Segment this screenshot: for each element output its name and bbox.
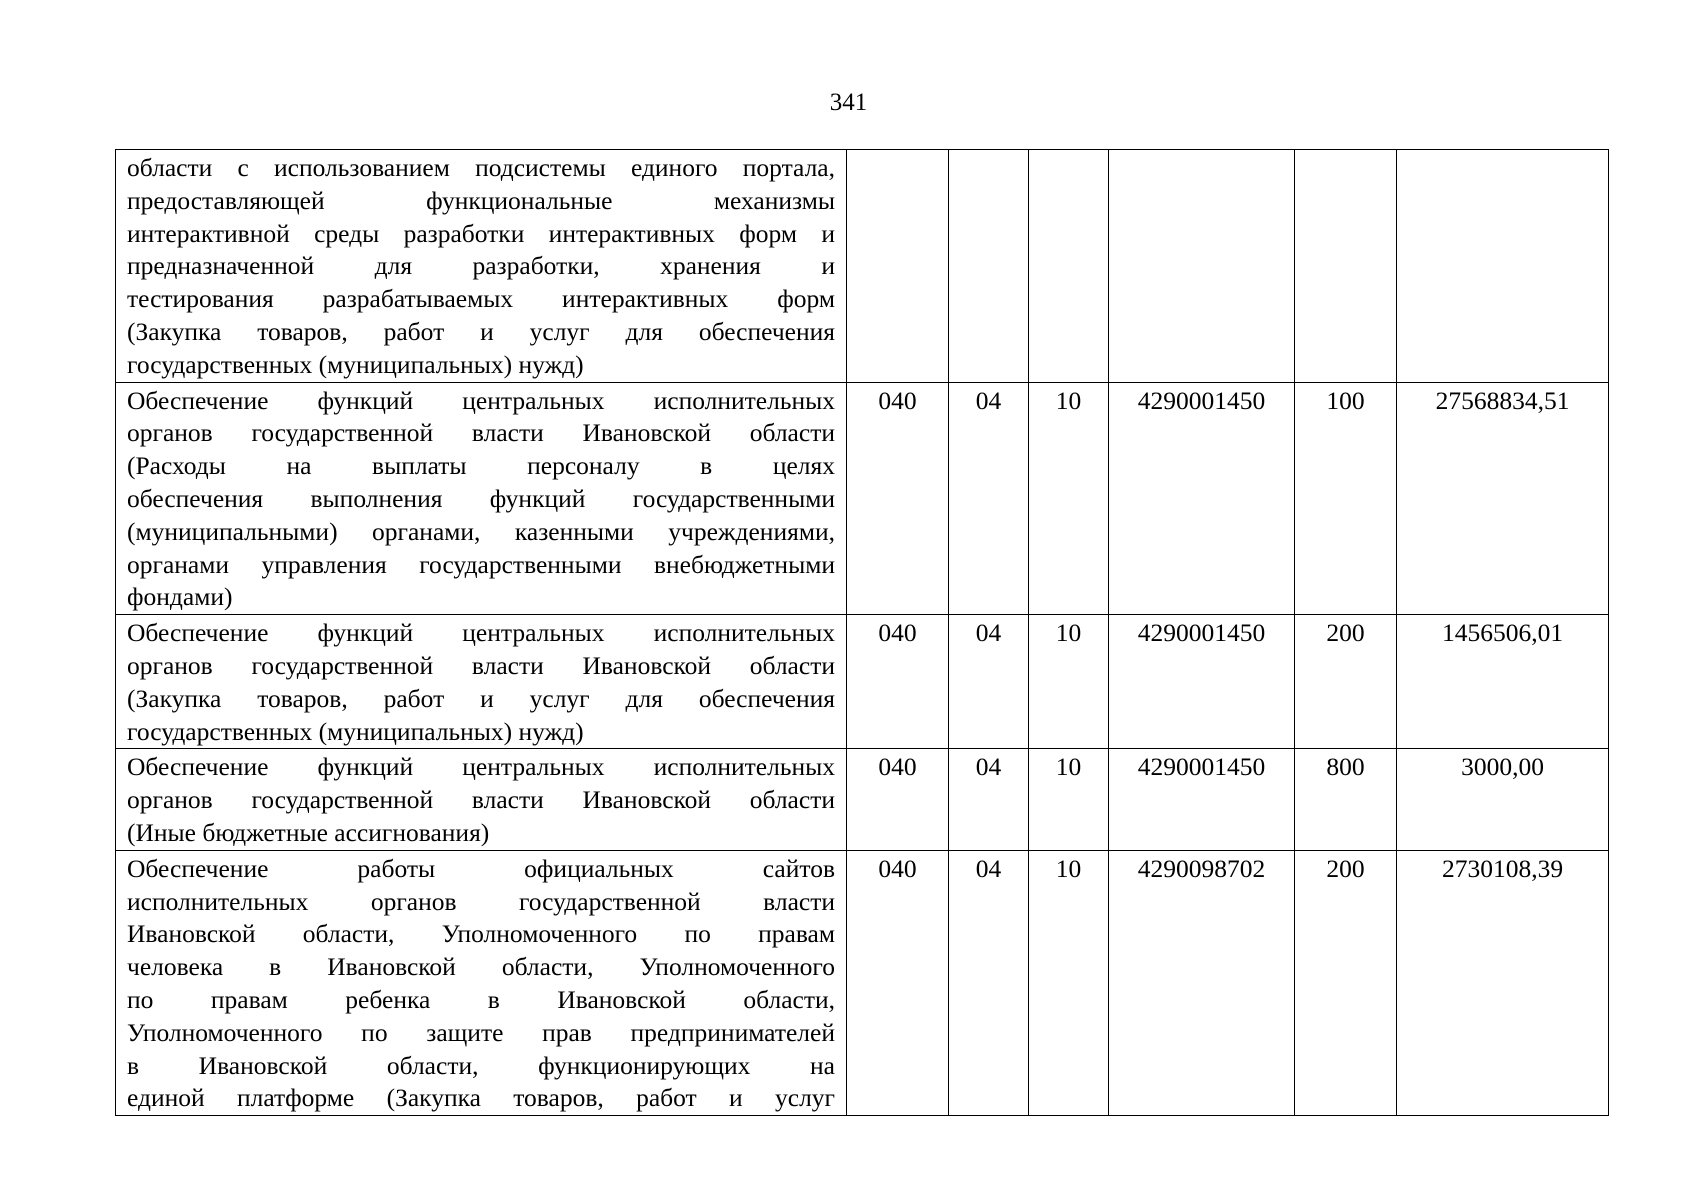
description-line: интерактивной среды разработки интерактивных форм и bbox=[127, 218, 835, 248]
ministry-code: 040 bbox=[847, 749, 949, 850]
expense-type-code: 200 bbox=[1295, 615, 1397, 749]
ministry-code: 040 bbox=[847, 850, 949, 1115]
description-line: Обеспечение функций центральных исполнительных bbox=[127, 385, 835, 415]
ministry-code: 040 bbox=[847, 615, 949, 749]
target-code: 4290001450 bbox=[1109, 382, 1295, 615]
table-row bbox=[116, 382, 1609, 615]
subsection-code: 10 bbox=[1029, 850, 1109, 1115]
description-line: государственных (муниципальных) нужд) bbox=[127, 349, 584, 379]
section-code bbox=[949, 150, 1029, 383]
description-line: Обеспечение работы официальных сайтов bbox=[127, 853, 835, 883]
description-line: Обеспечение функций центральных исполнительных bbox=[127, 618, 835, 648]
description-line: Уполномоченного по защите прав предпринимателей bbox=[127, 1017, 835, 1047]
row-description bbox=[116, 150, 847, 383]
description-line: органами управления государственными внебюджетными bbox=[127, 549, 835, 579]
expense-type-code: 800 bbox=[1295, 749, 1397, 850]
row-description bbox=[116, 850, 847, 1115]
description-line: фондами) bbox=[127, 582, 233, 612]
table-row bbox=[116, 150, 1609, 383]
ministry-code bbox=[847, 150, 949, 383]
page-number: 341 bbox=[829, 89, 868, 116]
description-line: человека в Ивановской области, Уполномоченного bbox=[127, 952, 835, 982]
description-line: (Закупка товаров, работ и услуг для обеспечения bbox=[127, 683, 835, 713]
description-line: тестирования разрабатываемых интерактивных форм bbox=[127, 284, 835, 314]
section-code: 04 bbox=[949, 850, 1029, 1115]
subsection-code bbox=[1029, 150, 1109, 383]
description-line: по правам ребенка в Ивановской области, bbox=[127, 984, 835, 1014]
target-code: 4290001450 bbox=[1109, 615, 1295, 749]
description-line: области с использованием подсистемы единого портала, bbox=[127, 153, 835, 182]
row-description bbox=[116, 615, 847, 749]
amount: 27568834,51 bbox=[1397, 382, 1609, 615]
description-line: (Расходы на выплаты персоналу в целях bbox=[127, 451, 835, 481]
description-line: (муниципальными) органами, казенными учреждениями, bbox=[127, 516, 835, 546]
section-code: 04 bbox=[949, 615, 1029, 749]
description-line: органов государственной власти Ивановской области bbox=[127, 785, 835, 815]
description-line: единой платформе (Закупка товаров, работ и услуг bbox=[127, 1083, 835, 1113]
description-line: в Ивановской области, функционирующих на bbox=[127, 1050, 835, 1080]
expense-type-code: 200 bbox=[1295, 850, 1397, 1115]
expense-type-code bbox=[1295, 150, 1397, 383]
description-line: Ивановской области, Уполномоченного по правам bbox=[127, 919, 835, 949]
description-line: обеспечения выполнения функций государственными bbox=[127, 483, 835, 513]
ministry-code: 040 bbox=[847, 382, 949, 615]
description-line: предназначенной для разработки, хранения и bbox=[127, 251, 835, 281]
budget-table bbox=[115, 149, 1609, 1116]
row-description bbox=[116, 749, 847, 850]
table-row bbox=[116, 850, 1609, 1115]
target-code: 4290001450 bbox=[1109, 749, 1295, 850]
description-line: Обеспечение функций центральных исполнительных bbox=[127, 752, 835, 782]
description-line: органов государственной власти Ивановской области bbox=[127, 650, 835, 680]
description-line: государственных (муниципальных) нужд) bbox=[127, 716, 584, 746]
section-code: 04 bbox=[949, 749, 1029, 850]
description-line: (Закупка товаров, работ и услуг для обеспечения bbox=[127, 316, 835, 346]
description-line: органов государственной власти Ивановской области bbox=[127, 418, 835, 448]
table-row bbox=[116, 615, 1609, 749]
subsection-code: 10 bbox=[1029, 382, 1109, 615]
description-line: (Иные бюджетные ассигнования) bbox=[127, 817, 490, 847]
description-line: исполнительных органов государственной власти bbox=[127, 886, 835, 916]
target-code: 4290098702 bbox=[1109, 850, 1295, 1115]
target-code bbox=[1109, 150, 1295, 383]
expense-type-code: 100 bbox=[1295, 382, 1397, 615]
amount bbox=[1397, 150, 1609, 383]
section-code: 04 bbox=[949, 382, 1029, 615]
amount: 1456506,01 bbox=[1397, 615, 1609, 749]
amount: 3000,00 bbox=[1397, 749, 1609, 850]
table-row bbox=[116, 749, 1609, 850]
amount: 2730108,39 bbox=[1397, 850, 1609, 1115]
subsection-code: 10 bbox=[1029, 615, 1109, 749]
row-description bbox=[116, 382, 847, 615]
description-line: предоставляющей функциональные механизмы bbox=[127, 185, 835, 215]
subsection-code: 10 bbox=[1029, 749, 1109, 850]
